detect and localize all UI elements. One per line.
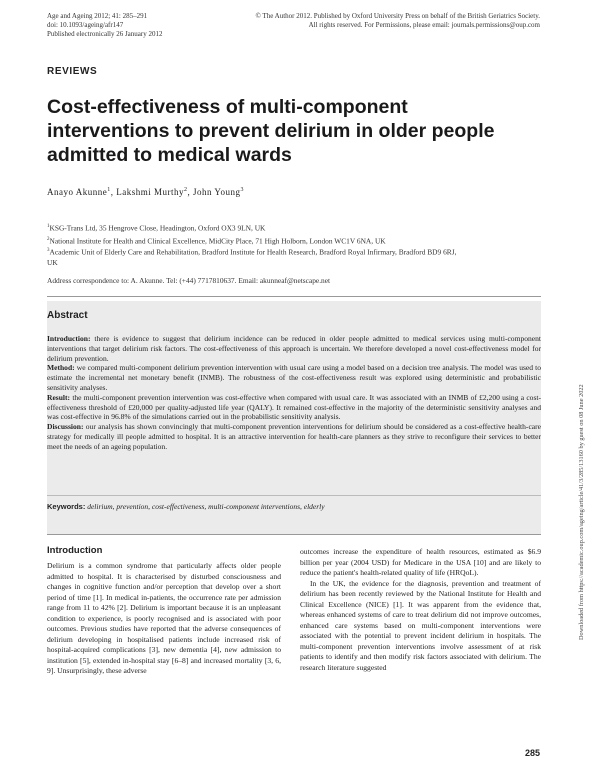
page-number: 285 <box>524 748 540 758</box>
affiliation-marker: 2 <box>47 237 50 242</box>
permissions-line: All rights reserved. For Permissions, please email: journals.permissions@oup.com <box>308 21 540 30</box>
abstract-text: the multi-component prevention intervention was cost-effective when compared with usual care. It was associated with an INMB of £2,200 using a cost-effectiveness threshold of £20,000 per quality-adjusted life year (QALY). It remained cost-effective in the majority of the deterministic sensitivity analyses and was cost-effective in 96.8% of the simulations carried out in the probabilistic sensitivity analysis. <box>47 392 541 422</box>
abstract-discussion <box>47 422 541 451</box>
author-name: John Young <box>193 187 241 197</box>
abstract-method <box>47 363 541 392</box>
author-affiliation-marker: 1 <box>107 187 111 193</box>
affiliation-text: KSG-Trans Ltd, 35 Hengrove Close, Headington, Oxford OX3 9LN, UK <box>49 223 266 233</box>
author-name: Lakshmi Murthy <box>116 187 184 197</box>
affiliation-marker: 1 <box>47 224 50 229</box>
body-column-right <box>300 547 541 673</box>
keywords-label: Keywords: <box>47 502 86 511</box>
abstract-result <box>47 393 541 422</box>
divider <box>47 495 541 496</box>
introduction-heading: Introduction <box>47 545 103 556</box>
divider <box>47 534 541 535</box>
doi-line: doi: 10.1093/ageing/afr147 <box>47 21 124 30</box>
correspondence: Address correspondence to: A. Akunne. Tel: (+44) 7717810637. Email: akunneaf@netscape.net <box>47 276 331 285</box>
copyright-line: © The Author 2012. Published by Oxford University Press on behalf of the British Geriatrics Society. <box>255 12 540 20</box>
keywords <box>47 502 325 511</box>
body-paragraph: Delirium is a common syndrome that particularly affects older people admitted to hospital. It is characterised by disturbed consciousness and changes in cognitive function and/or perception that develop over a short period of time [1]. In medical in-patients, the occurrence rate per admission range from 11 to 42% [2]. Delirium is important because it is an unpleasant condition to experience, is poorly recognised and is associated with poor outcomes. Previous studies have reported that the adverse consequences of delirium developing in hospitalised patients include increased risk of hospital-acquired complications [3], new dementia [4], new admission to institution [5], extended in-hospital stay [6–8] and increased mortality [3, 6, 9]. Unsurprisingly, these adverse <box>47 561 281 675</box>
author-affiliation-marker: 3 <box>240 187 245 193</box>
author-name: Anayo Akunne <box>47 187 108 197</box>
affiliation-marker: 3 <box>47 248 50 253</box>
abstract-label: Discussion: <box>47 422 84 432</box>
affiliation-text: National Institute for Health and Clinical Excellence, MidCity Place, 71 High Holborn, London WC1V 6NA, UK <box>49 236 386 246</box>
author-affiliation-marker: 2 <box>184 187 188 193</box>
abstract-label: Method: <box>47 363 75 373</box>
affiliation-text: Academic Unit of Elderly Care and Rehabilitation, Bradford Institute for Health Research, Bradford Royal Infirmary, Bradford BD9 6RJ, UK <box>47 247 457 268</box>
body-column-left <box>47 561 281 677</box>
section-label: REVIEWS <box>47 66 98 77</box>
abstract-text: there is evidence to suggest that delirium incidence can be reduced in older people admitted to medical services using multi-component interventions that target delirium risk factors. The cost-effectiveness of this approach is uncertain. We therefore developed a novel cost-effectiveness model for delirium prevention. <box>47 334 541 363</box>
download-watermark <box>578 210 588 640</box>
author-list: Anayo Akunne$^1$, Lakshmi Murthy$^2$, John Young$^3$ <box>47 187 245 197</box>
affiliation <box>47 246 467 269</box>
article-title: Cost-effectiveness of multi-component interventions to prevent delirium in older people admitted to medical wards <box>47 96 495 166</box>
abstract-body <box>47 334 541 452</box>
keywords-text: delirium, prevention, cost-effectiveness, multi-component interventions, elderly <box>87 502 325 511</box>
copyright-notice <box>255 12 540 30</box>
abstract-label: Introduction: <box>47 334 91 343</box>
abstract-text: we compared multi-component delirium prevention intervention with usual care using a model based on a decision tree analysis. The model was used to estimate the incremental net monetary benefit (INMB). The robustness of the cost-effectiveness result was explored using deterministic and probabilistic sensitivity analyses. <box>47 363 542 392</box>
affiliation <box>47 222 517 234</box>
abstract-heading: Abstract <box>47 310 88 321</box>
body-paragraph: In the UK, the evidence for the diagnosis, prevention and treatment of delirium has been recently reviewed by the National Institute for Health and Clinical Excellence (NICE) [1]. It was apparent from the evidence that, whereas enhanced systems of care to treat delirium did not improve outcomes, enhanced care systems based on multi-component interventions were associated with the potential to prevent incident delirium in hospitals. The multi-component prevention interventions involve assessment of at risk patients to identify and then modify risk factors associated with delirium. The research literature suggested <box>300 578 541 672</box>
divider <box>47 296 541 297</box>
abstract-text: our analysis has shown convincingly that multi-component prevention interventions for delirium should be considered as a cost-effective health-care strategy for medically ill people admitted to hospital. It is an attractive intervention for health-care planners as they strive to reconfigure their services to better meet the needs of an ageing population. <box>47 422 542 451</box>
abstract-label: Result: <box>47 392 71 402</box>
download-watermark-text: Downloaded from https://academic.oup.com/ageing/article/41/3/285/13160 by guest on 08 June 2022 <box>578 384 585 640</box>
journal-citation <box>47 12 162 40</box>
published-line: Published electronically 26 January 2012 <box>47 30 163 39</box>
abstract-introduction <box>47 334 541 363</box>
journal-citation-line: Age and Ageing 2012; 41: 285–291 <box>47 12 148 20</box>
body-paragraph: outcomes increase the expenditure of health resources, estimated as $6.9 billion per year (2004 USD) for Medicare in the USA [10] and are likely to reduce the patient's health-related quality of life (HRQoL). <box>300 547 541 577</box>
